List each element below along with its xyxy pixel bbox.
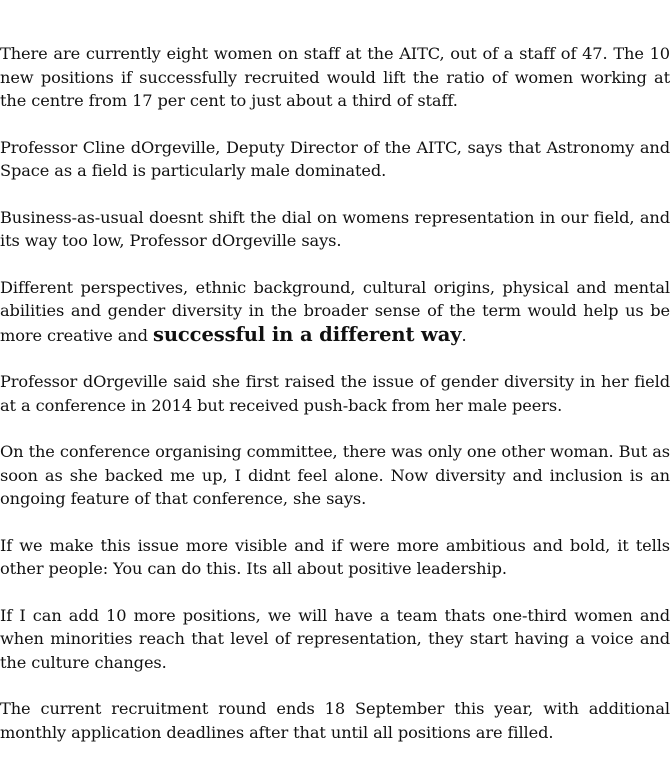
- emphasis-text: successful in a different way: [152, 322, 462, 346]
- paragraph-business-as-usual: Business-as-usual doesnt shift the dial on womens representation in our field, and its way too low, Professor dOrgeville says.: [0, 207, 670, 250]
- paragraph-committee: On the conference organising committee, there was only one other woman. But as soon as she backed me up, I didnt feel alone. Now diversity and inclusion is an ongoing feature of that conference, she says.: [0, 442, 670, 508]
- paragraph-positions: If I can add 10 more positions, we will have a team thats one-third women and when minorities reach that level of representation, they start having a voice and the culture changes.: [0, 605, 670, 672]
- paragraph-visibility: If we make this issue more visible and if were more ambitious and bold, it tells other people: You can do this. Its all about positive leadership.: [0, 535, 670, 578]
- paragraph-conference-2014: Professor dOrgeville said she first raised the issue of gender diversity in her field at a conference in 2014 but received push-back from her male peers.: [0, 372, 670, 415]
- article-body: [0, 42, 670, 767]
- perspectives-text: Different perspectives, ethnic background, cultural origins, physical and mental abilities and gender diversity in the broader sense of the term would help us be more creative and: [0, 277, 670, 345]
- paragraph-perspectives: [0, 276, 670, 348]
- paragraph-staff-ratio: There are currently eight women on staff at the AITC, out of a staff of 47. The 10 new positions if successfully recruited would lift the ratio of women working at the centre from 17 per cent to just about a third of staff.: [0, 44, 670, 110]
- perspectives-end: .: [461, 325, 467, 345]
- paragraph-deputy-director: Professor Cline dOrgeville, Deputy Director of the AITC, says that Astronomy and Space as a field is particularly male dominated.: [0, 137, 670, 180]
- paragraph-recruitment-round: The current recruitment round ends 18 September this year, with additional monthly application deadlines after that until all positions are filled.: [0, 699, 670, 742]
